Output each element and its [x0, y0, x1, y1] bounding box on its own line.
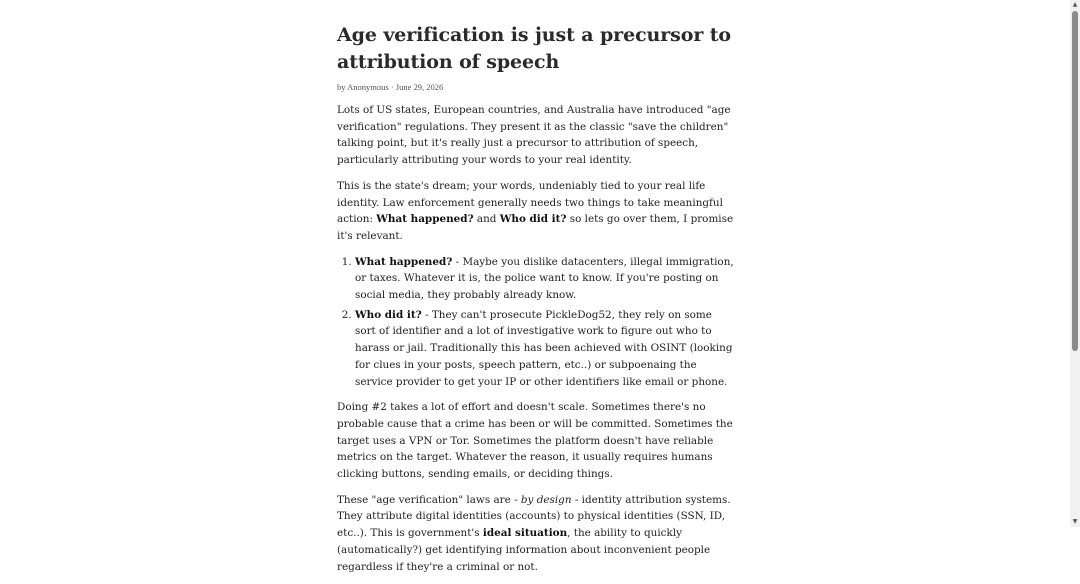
paragraph-text: These "age verification" laws are -: [337, 493, 521, 506]
article-byline: by Anonymous · June 29, 2026: [337, 82, 444, 92]
list-item: [355, 254, 735, 304]
scrollbar-thumb[interactable]: [1072, 11, 1078, 351]
vertical-scrollbar[interactable]: [1070, 0, 1080, 527]
list-item-text: - Maybe you dislike datacenters, illegal immigration, or taxes. Whatever it is, the police want to know. If you're posting on social media, they probably already know.: [355, 255, 734, 302]
bold-who-did-it: Who did it?: [499, 213, 567, 226]
article-title: Age verification is just a precursor to attribution of speech: [337, 24, 732, 73]
italic-by-design: by design: [520, 493, 572, 506]
paragraph-text: so lets go over them, I promise it's relevant.: [337, 213, 734, 242]
numbered-list: [337, 254, 735, 391]
paragraph-intro: Lots of US states, European countries, and Australia have introduced "age verification" regulations. They present it as the classic "save the children" talking point, but it's really just a precursor to attribution of speech, particularly attributing your words to your real identity.: [337, 104, 731, 167]
list-item: [355, 307, 735, 391]
paragraph-text: - identity attribution systems. They attribute digital identities (accounts) to physical identities (SSN, ID, etc..). This is government's: [337, 493, 731, 540]
list-item-heading: Who did it?: [355, 308, 422, 321]
paragraph-age-verification: [337, 492, 735, 576]
list-item-heading: What happened?: [355, 255, 453, 268]
bold-what-happened: What happened?: [376, 213, 474, 226]
bold-ideal-situation: ideal situation: [482, 527, 568, 540]
article: [337, 22, 735, 584]
paragraph-text: and: [473, 213, 500, 226]
paragraph-text: This is the state's dream; your words, undeniably tied to your real life identity. Law enforcement generally needs two things to take meaningful action:: [337, 179, 723, 226]
scroll-down-icon[interactable]: ▼: [1072, 518, 1078, 525]
paragraph-scale: Doing #2 takes a lot of effort and doesn't scale. Sometimes there's no probable cause that a crime has been or will be committed. Sometimes the target uses a VPN or Tor. Sometimes the platform doesn't have reliable metrics on the target. Whatever the reason, it usually requires humans clicking buttons, sending emails, or deciding things.: [337, 401, 733, 481]
scroll-up-icon[interactable]: ▲: [1072, 1, 1078, 8]
list-item-text: - They can't prosecute PickleDog52, they rely on some sort of identifier and a lot of investigative work to figure out who to harass or jail. Traditionally this has been achieved with OSINT (looking for clues in your posts, speech pattern, etc..) or subpoenaing the service provider to get your IP or other identifiers like email or phone.: [355, 308, 733, 388]
paragraph-text: , the ability to quickly (automatically?) get identifying information about inconvenient people regardless if they're a criminal or not.: [337, 527, 711, 573]
paragraph-state-dream: [337, 178, 735, 245]
